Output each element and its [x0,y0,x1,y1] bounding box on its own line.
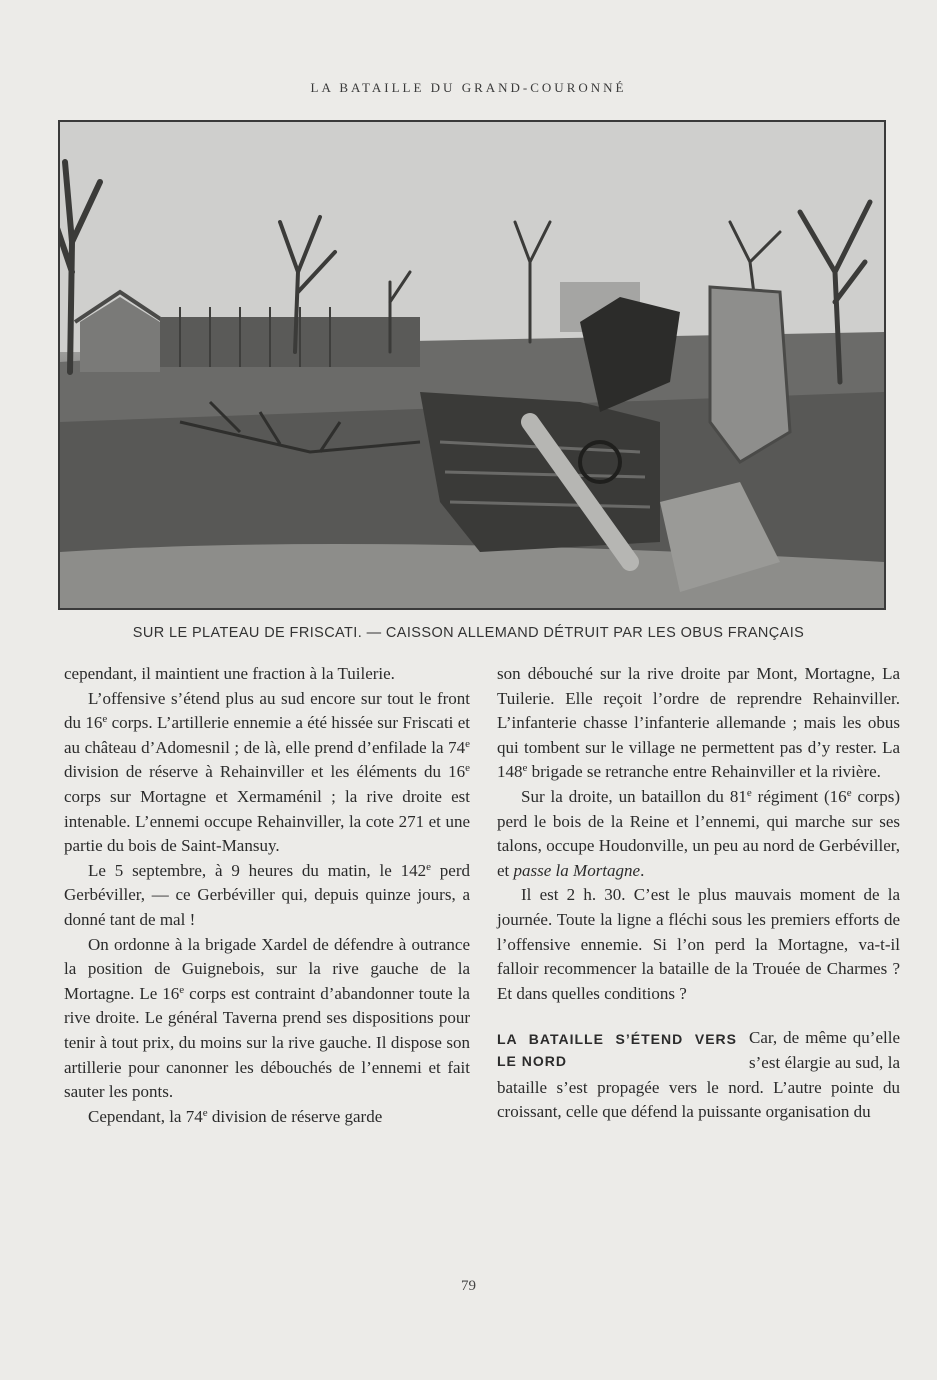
page-number: 79 [461,1278,476,1294]
running-head: LA BATAILLE DU GRAND-COURONNÉ [310,80,627,95]
paragraph: On ordonne à la brigade Xardel de défendre à outrance la position de Guignebois, sur la rive gauche de la Mortagne. Le 16e corps est contraint d’abandonner toute la rive droite. Le général Taverna prend ses dispositions pour tenir à tout prix, du moins sur la rive gauche. Il dispose son artillerie pour canonner les débouchés de l’ennemi et fait sauter les ponts. [64,934,470,1102]
paragraph: Cependant, la 74e division de réserve garde [88,1106,383,1126]
figure-caption: SUR LE PLATEAU DE FRISCATI. — CAISSON ALLEMAND DÉTRUIT PAR LES OBUS FRANÇAIS [132,625,805,641]
paragraph: cependant, il maintient une fraction à la Tuilerie. [64,664,395,683]
photograph-destroyed-caisson [58,120,886,610]
paragraph: Car, de même qu’elle s’est élargie au sud, la bataille s’est propagée vers le nord. L’autre pointe du croissant, celle que défend la puissante organisation du [497,1028,900,1122]
section-heading: LA BATAILLE S’ÉTEND VERS LE NORD [497,1031,737,1070]
right-column [497,662,900,1125]
photo-illustration [60,122,884,608]
paragraph: L’offensive s’étend plus au sud encore sur tout le front du 16e corps. L’artillerie ennemie a été hissée sur Friscati et au château d’Adomesnil ; de là, elle prend d’enfilade la 74e division de réserve à Rehainviller et les éléments du 16e corps sur Mortagne et Xermaménil ; la rive droite est intenable. L’ennemi occupe Rehainviller, la cote 271 et une partie du bois de Saint-Mansuy. [64,688,471,856]
paragraph: Sur la droite, un bataillon du 81e régiment (16e corps) perd le bois de la Reine et l’ennemi, qui marche sur ses talons, occupe Houdonville, un peu au nord de Gerbéviller, et passe la Mortagne. [497,786,900,880]
paragraph: son débouché sur la rive droite par Mont, Mortagne, La Tuilerie. Elle reçoit l’ordre de reprendre Rehainviller. L’infanterie chasse l’infanterie allemande ; mais les obus qui tombent sur le village ne permettent pas d’y rester. La 148e brigade se retranche entre Rehainviller et la rivière. [497,664,900,782]
paragraph: Il est 2 h. 30. C’est le plus mauvais moment de la journée. Toute la ligne a fléchi sous les premiers efforts de l’offensive ennemie. Si l’on perd la Mortagne, va-t-il falloir recommencer la bataille de la Trouée de Charmes ? Et dans quelles conditions ? [497,885,900,1003]
paragraph: Le 5 septembre, à 9 heures du matin, le 142e perd Gerbéviller, — ce Gerbéviller qui, depuis quinze jours, a donné tant de mal ! [64,860,470,929]
left-column [64,662,470,1129]
section [497,1026,900,1124]
